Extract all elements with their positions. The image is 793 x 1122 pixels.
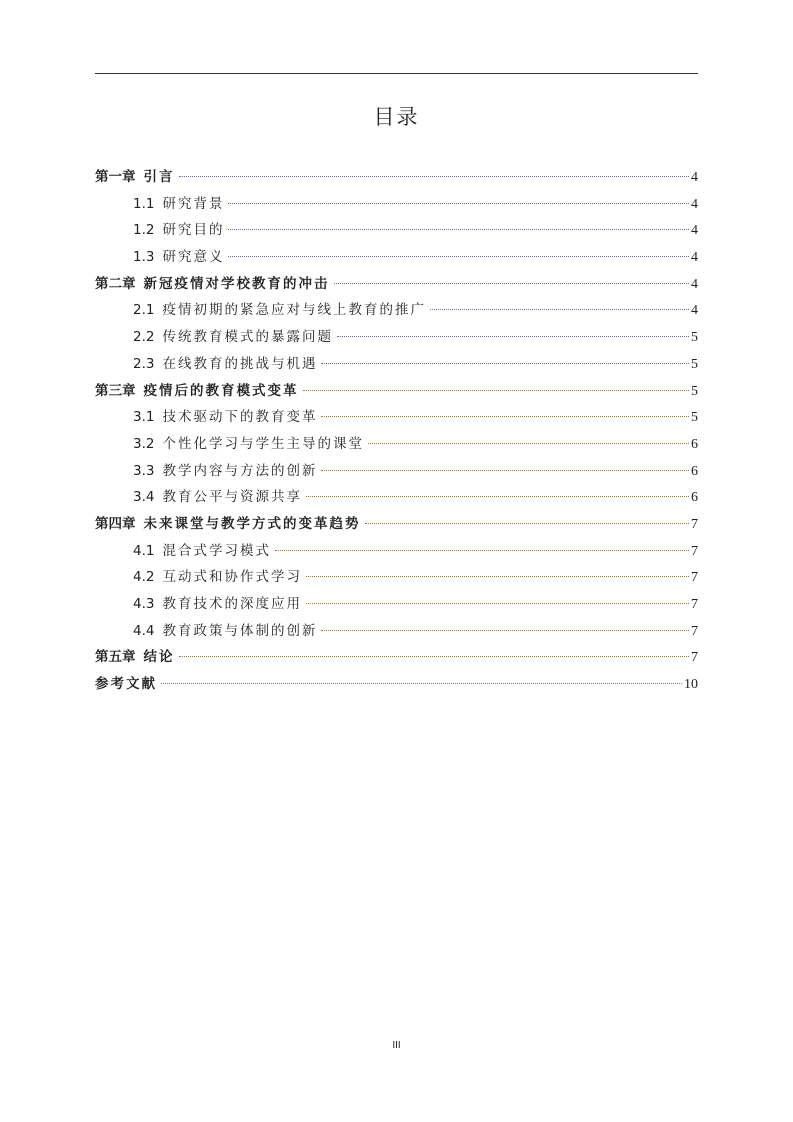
toc-entry-text: 引言 <box>143 169 175 185</box>
toc-entry[interactable] <box>95 564 698 591</box>
toc-entry-title <box>133 404 317 431</box>
dot-leader <box>228 203 689 204</box>
toc-entry-number: 1.3 <box>133 249 155 266</box>
toc-entry-page: 4 <box>691 223 698 239</box>
toc-entry-page: 7 <box>691 516 698 532</box>
toc-entry[interactable] <box>95 458 698 485</box>
dot-leader <box>275 550 689 551</box>
toc-entry[interactable] <box>95 297 698 324</box>
toc-entry-text: 教育公平与资源共享 <box>162 489 302 506</box>
toc-entry[interactable] <box>95 244 698 271</box>
dot-leader <box>179 176 690 177</box>
dot-leader <box>306 496 689 497</box>
toc-entry-number: 3.3 <box>133 462 155 479</box>
toc-entry[interactable] <box>95 484 698 511</box>
toc-entry-page: 7 <box>691 570 698 586</box>
toc-entry-number: 第三章 <box>95 382 136 399</box>
toc-entry-page: 7 <box>691 543 698 559</box>
dot-leader <box>368 443 689 444</box>
toc-entry-text: 研究意义 <box>162 249 225 266</box>
toc-entry[interactable] <box>95 591 698 618</box>
toc-entry-page: 4 <box>691 196 698 212</box>
toc-entry-title <box>133 458 317 485</box>
toc-entry-page: 5 <box>691 330 698 346</box>
toc-entry-title <box>133 618 317 645</box>
toc-entry-title <box>133 244 224 271</box>
toc-entry-number: 4.2 <box>133 569 155 586</box>
toc-entry-text: 参考文献 <box>95 676 157 693</box>
toc-entry-text: 技术驱动下的教育变革 <box>162 409 318 426</box>
dot-leader <box>306 576 689 577</box>
dot-leader <box>161 683 682 684</box>
toc-entry-text: 研究目的 <box>162 222 225 239</box>
toc-entry-title <box>133 564 302 591</box>
toc-entry-text: 在线教育的挑战与机遇 <box>162 355 318 372</box>
toc-entry-page: 7 <box>691 623 698 639</box>
toc-entry-page: 5 <box>691 383 698 399</box>
toc-entry-text: 混合式学习模式 <box>162 542 271 559</box>
toc-entry-number: 第四章 <box>95 515 136 532</box>
toc-entry-number: 3.4 <box>133 489 155 506</box>
toc-entry-page: 6 <box>691 436 698 452</box>
toc-entry-page: 4 <box>691 250 698 266</box>
toc-entry-number: 第一章 <box>95 169 136 185</box>
toc-entry-title <box>95 164 175 191</box>
toc-entry-page: 7 <box>691 650 698 666</box>
toc-entry[interactable] <box>95 351 698 378</box>
toc-entry-number: 3.1 <box>133 409 155 426</box>
toc-entry-number: 4.4 <box>133 622 155 639</box>
toc-entry-text: 疫情后的教育模式变革 <box>143 382 299 399</box>
toc-entry-text: 未来课堂与教学方式的变革趋势 <box>143 515 361 532</box>
toc-entry-number: 2.1 <box>133 302 155 319</box>
table-of-contents <box>95 164 698 698</box>
toc-entry-title <box>133 591 302 618</box>
toc-entry-title <box>95 378 299 405</box>
toc-entry-text: 教学内容与方法的创新 <box>162 462 318 479</box>
toc-entry-page: 4 <box>691 303 698 319</box>
dot-leader <box>321 630 689 631</box>
dot-leader <box>321 470 689 471</box>
toc-entry[interactable] <box>95 538 698 565</box>
toc-entry-title <box>133 431 364 458</box>
dot-leader <box>228 229 689 230</box>
toc-entry-number: 4.3 <box>133 596 155 612</box>
toc-entry-text: 新冠疫情对学校教育的冲击 <box>143 275 330 292</box>
toc-entry-number: 第五章 <box>95 649 136 666</box>
toc-entry[interactable] <box>95 644 698 671</box>
dot-leader <box>365 523 690 524</box>
toc-entry-title <box>133 484 302 511</box>
toc-entry-text: 教育技术的深度应用 <box>162 596 302 612</box>
toc-entry[interactable] <box>95 511 698 538</box>
toc-entry-text: 结论 <box>143 649 175 666</box>
toc-entry-page: 7 <box>691 597 698 612</box>
toc-entry-text: 教育政策与体制的创新 <box>162 622 318 639</box>
toc-entry-number: 1.2 <box>133 222 155 239</box>
toc-entry[interactable] <box>95 671 698 698</box>
toc-entry-title <box>95 671 157 698</box>
toc-entry-title <box>95 644 175 671</box>
toc-entry[interactable] <box>95 217 698 244</box>
toc-entry[interactable] <box>95 378 698 405</box>
toc-entry-title <box>133 217 224 244</box>
toc-entry[interactable] <box>95 404 698 431</box>
toc-entry-title <box>133 191 224 218</box>
toc-entry-text: 研究背景 <box>162 195 225 212</box>
dot-leader <box>228 256 689 257</box>
toc-entry-page: 4 <box>691 170 698 185</box>
toc-entry-text: 个性化学习与学生主导的课堂 <box>162 435 364 452</box>
header-rule <box>95 73 698 74</box>
toc-entry-title <box>95 271 330 298</box>
toc-entry-number: 2.2 <box>133 329 155 346</box>
toc-entry[interactable] <box>95 271 698 298</box>
dot-leader <box>179 656 690 657</box>
toc-entry-text: 互动式和协作式学习 <box>162 569 302 586</box>
toc-entry-title <box>133 351 317 378</box>
dot-leader <box>337 336 689 337</box>
toc-entry[interactable] <box>95 618 698 645</box>
dot-leader <box>303 390 690 391</box>
toc-entry-title <box>133 538 271 565</box>
toc-entry-page: 5 <box>691 356 698 372</box>
toc-entry[interactable] <box>95 164 698 191</box>
toc-entry-title <box>95 511 361 538</box>
toc-entry-page: 10 <box>684 677 698 693</box>
toc-entry-number: 3.2 <box>133 435 155 452</box>
toc-entry-title <box>133 324 333 351</box>
dot-leader <box>334 283 690 284</box>
toc-entry[interactable] <box>95 431 698 458</box>
dot-leader <box>306 603 689 604</box>
dot-leader <box>321 363 689 364</box>
page-title: 目录 <box>373 105 420 129</box>
toc-entry-page: 6 <box>691 490 698 506</box>
toc-entry[interactable] <box>95 324 698 351</box>
toc-entry-page: 6 <box>691 463 698 479</box>
toc-entry-text: 疫情初期的紧急应对与线上教育的推广 <box>162 302 426 319</box>
toc-entry-number: 2.3 <box>133 355 155 372</box>
toc-entry-page: 5 <box>691 410 698 426</box>
page-number: III <box>392 1040 401 1051</box>
toc-entry-page: 4 <box>691 276 698 292</box>
toc-entry-number: 1.1 <box>133 195 155 212</box>
dot-leader <box>321 416 689 417</box>
toc-entry-number: 第二章 <box>95 275 136 292</box>
toc-entry[interactable] <box>95 191 698 218</box>
dot-leader <box>430 309 689 310</box>
toc-entry-number: 4.1 <box>133 542 155 559</box>
toc-entry-text: 传统教育模式的暴露问题 <box>162 329 333 346</box>
toc-entry-title <box>133 297 426 324</box>
